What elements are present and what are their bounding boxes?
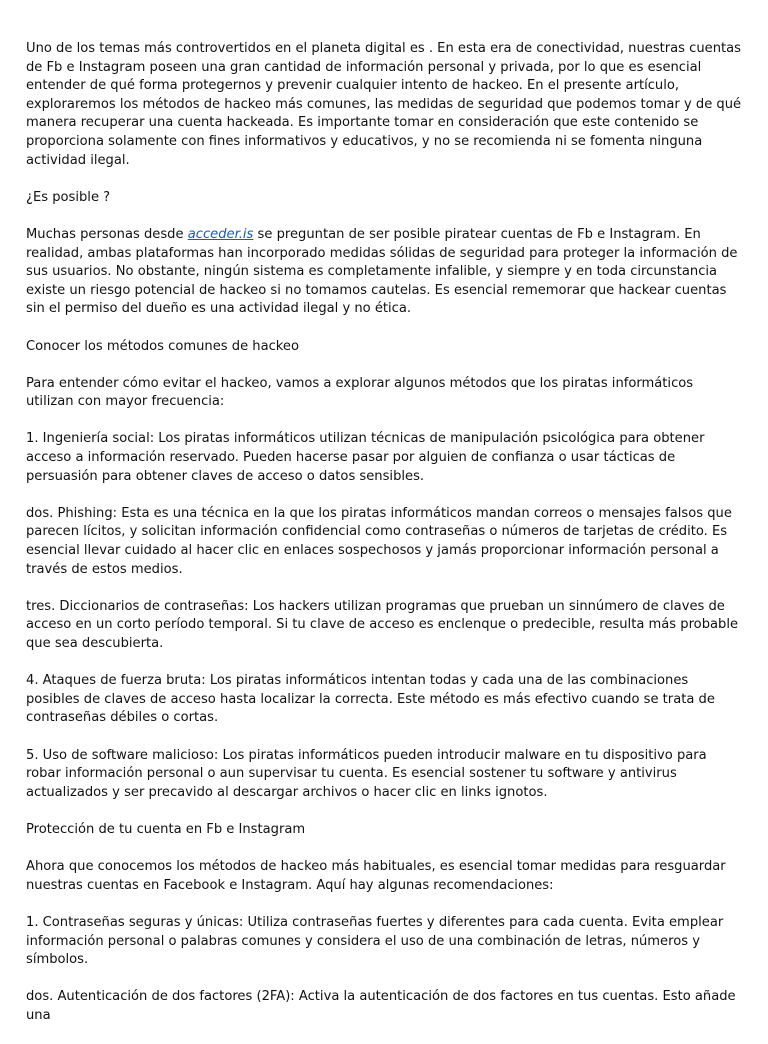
recomendacion-contrasenas: 1. Contraseñas seguras y únicas: Utiliza contraseñas fuertes y diferentes para cada cuenta. Evita emplear información personal o palabras comunes y considera el uso de una combinación de letras, números y símbolos. (26, 914, 724, 968)
acceder-link[interactable]: acceder.is (187, 226, 254, 242)
heading-proteccion: Protección de tu cuenta en Fb e Instagram (26, 821, 306, 837)
document-page (26, 40, 742, 1044)
paragraph-piratear-start: Muchas personas desde (26, 226, 188, 242)
recomendacion-2fa: dos. Autenticación de dos factores (2FA): Activa la autenticación de dos factores en tus cuentas. Esto añade una (26, 989, 736, 1023)
metodo-diccionarios: tres. Diccionarios de contraseñas: Los hackers utilizan programas que prueban un sinnúmero de claves de acceso en un corto período temporal. Si tu clave de acceso es enclenque o predecible, resulta más probable que sea descubierta. (26, 598, 739, 651)
heading-es-posible: ¿Es posible ? (26, 189, 111, 205)
paragraph-piratear-rest: se preguntan de ser posible piratear cuentas de Fb e Instagram. En realidad, ambas plataformas han incorporado medidas sólidas de seguridad para proteger la información de sus usuarios. No obstante, ningún sistema es completamente infalible, y siempre y en toda circunstancia existe un riesgo potencial de hackeo si no tomamos cautelas. Es esencial rememorar que hackear cuentas sin el permiso del dueño es una actividad ilegal y no ética. (26, 226, 738, 317)
metodo-fuerza-bruta: 4. Ataques de fuerza bruta: Los piratas informáticos intentan todas y cada una de las combinaciones posibles de claves de acceso hasta localizar la correcta. Este método es más efectivo cuando se trata de contraseñas débiles o cortas. (26, 673, 715, 726)
paragraph-piratear (26, 226, 742, 319)
metodo-software-malicioso: 5. Uso de software malicioso: Los piratas informáticos pueden introducir malware en tu dispositivo para robar información personal o aun supervisar tu cuenta. Es esencial sostener tu software y antivirus actualizados y ser precavido al descargar archivos o hacer clic en links ignotos. (26, 747, 707, 800)
paragraph-metodos-intro: Para entender cómo evitar el hackeo, vamos a explorar algunos métodos que los piratas informáticos utilizan con mayor frecuencia: (26, 375, 694, 410)
intro-paragraph: Uno de los temas más controvertidos en el planeta digital es . En esta era de conectividad, nuestras cuentas de Fb e Instagram poseen una gran cantidad de información personal y privada, por lo que es esencial entender de qué forma protegernos y prevenir cualquier intento de hackeo. En el presente artículo, exploraremos los métodos de hackeo más comunes, las medidas de seguridad que podemos tomar y de qué manera recuperar una cuenta hackeada. Es importante tomar en consideración que este contenido se proporciona solamente con fines informativos y educativos, y no se recomienda ni se fomenta ninguna actividad ilegal. (26, 41, 742, 168)
paragraph-proteccion-intro: Ahora que conocemos los métodos de hackeo más habituales, es esencial tomar medidas para resguardar nuestras cuentas en Facebook e Instagram. Aquí hay algunas recomendaciones: (26, 859, 726, 893)
heading-metodos: Conocer los métodos comunes de hackeo (26, 338, 299, 354)
metodo-phishing: dos. Phishing: Esta es una técnica en la que los piratas informáticos mandan correos o mensajes falsos que parecen lícitos, y solicitan información confidencial como contraseñas o números de tarjetas de crédito. Es esencial llevar cuidado al hacer clic en enlaces sospechosos y jamás proporcionar información personal a través de estos medios. (26, 505, 732, 577)
metodo-ingenieria-social: 1. Ingeniería social: Los piratas informáticos utilizan técnicas de manipulación psicológica para obtener acceso a información reservado. Pueden hacerse pasar por alguien de confianza o usar tácticas de persuasión para obtener claves de acceso o datos sensibles. (26, 431, 705, 484)
